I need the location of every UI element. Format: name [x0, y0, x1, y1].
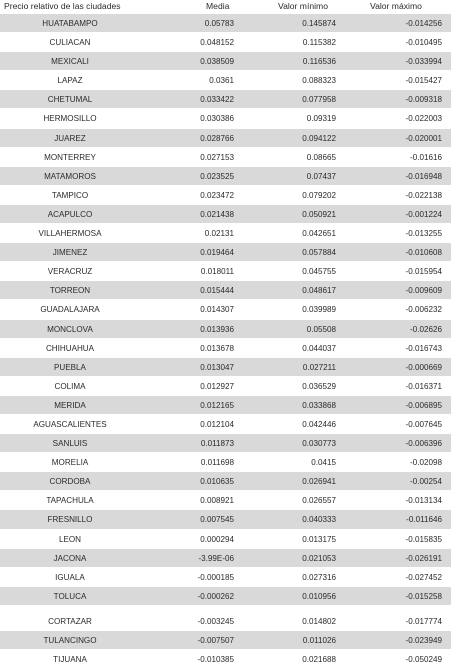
table-row [0, 14, 451, 33]
table-row [0, 453, 451, 472]
min-value-cell: 0.021053 [302, 553, 336, 563]
max-value-cell: -0.017774 [405, 616, 442, 626]
min-value-cell: 0.050921 [302, 209, 336, 219]
media-cell: -0.000262 [197, 591, 234, 601]
min-value-cell: 0.026557 [302, 496, 336, 506]
media-cell: -0.003245 [197, 616, 234, 626]
min-value-cell: 0.0415 [311, 458, 336, 468]
min-value-cell: 0.039989 [302, 305, 336, 315]
table-row [0, 167, 451, 186]
max-value-cell: -0.01616 [410, 152, 442, 162]
min-value-cell: 0.036529 [302, 381, 336, 391]
table-row [0, 109, 451, 128]
table-row [0, 186, 451, 205]
table-row [0, 549, 451, 568]
min-value-cell: 0.033868 [302, 400, 336, 410]
min-value-cell: 0.094122 [302, 133, 336, 143]
max-value-cell: -0.050249 [405, 655, 442, 665]
media-cell: 0.010635 [200, 477, 234, 487]
media-cell: 0.012104 [200, 419, 234, 429]
table-row [0, 148, 451, 167]
media-cell: -0.000185 [197, 572, 234, 582]
media-cell: 0.048152 [200, 38, 234, 48]
city-cell: CORTAZAR [48, 616, 92, 626]
table-row [0, 510, 451, 529]
max-value-cell: -0.006232 [405, 305, 442, 315]
min-value-cell: 0.030773 [302, 439, 336, 449]
min-value-cell: 0.05508 [306, 324, 336, 334]
city-cell: MATAMOROS [44, 171, 96, 181]
city-cell: JUAREZ [54, 133, 86, 143]
max-value-cell: -0.009318 [405, 95, 442, 105]
media-cell: 0.027153 [200, 152, 234, 162]
max-value-cell: -0.016948 [405, 171, 442, 181]
max-value-cell: -0.015427 [405, 76, 442, 86]
min-value-cell: 0.040333 [302, 515, 336, 525]
city-cell: CORDOBA [49, 477, 91, 487]
min-value-cell: 0.027316 [302, 572, 336, 582]
table-row [0, 205, 451, 224]
media-cell: 0.033422 [200, 95, 234, 105]
min-value-cell: 0.048617 [302, 286, 336, 296]
max-value-cell: -0.020001 [405, 133, 442, 143]
city-cell: SANLUIS [52, 439, 88, 449]
min-value-cell: 0.014802 [302, 616, 336, 626]
city-cell: COLIMA [54, 381, 86, 391]
media-cell: 0.000294 [200, 534, 234, 544]
min-value-cell: 0.010956 [302, 591, 336, 601]
max-value-cell: -0.00254 [410, 477, 442, 487]
max-value-cell: -0.007645 [405, 419, 442, 429]
city-cell: MEXICALI [51, 57, 89, 67]
max-value-cell: -0.015258 [405, 591, 442, 601]
media-cell: 0.023472 [200, 190, 234, 200]
city-cell: TAMPICO [51, 190, 89, 200]
min-value-cell: 0.027211 [302, 362, 336, 372]
table-row [0, 377, 451, 396]
min-value-cell: 0.044037 [302, 343, 336, 353]
city-cell: CULIACAN [49, 38, 91, 48]
table-row [0, 71, 451, 90]
max-value-cell: -0.014256 [405, 19, 442, 28]
media-cell: 0.007545 [200, 515, 234, 525]
media-cell: -3.99E-06 [198, 553, 234, 563]
min-value-cell: 0.042446 [302, 419, 336, 429]
min-value-cell: 0.042651 [302, 229, 336, 239]
table-row [0, 320, 451, 339]
media-cell: 0.0361 [209, 76, 234, 86]
media-cell: 0.019464 [200, 248, 234, 258]
media-cell: 0.013678 [200, 343, 234, 353]
max-value-cell: -0.027452 [405, 572, 442, 582]
media-cell: 0.028766 [200, 133, 234, 143]
city-cell: MORELIA [51, 458, 89, 468]
min-value-cell: 0.115382 [302, 38, 336, 48]
max-value-cell: -0.011646 [406, 515, 442, 525]
media-cell: 0.018011 [200, 267, 234, 277]
min-value-cell: 0.026941 [302, 477, 336, 487]
media-cell: -0.007507 [197, 636, 234, 645]
city-cell: TULANCINGO [43, 636, 97, 645]
max-value-cell: -0.013134 [405, 496, 442, 506]
max-value-cell: -0.013255 [405, 229, 442, 239]
table-row [0, 339, 451, 358]
table-row [0, 491, 451, 510]
media-cell: 0.012927 [200, 381, 234, 391]
city-cell: TIJUANA [53, 655, 87, 665]
max-value-cell: -0.016743 [405, 343, 442, 353]
min-value-cell: 0.09319 [306, 114, 336, 124]
min-value-cell: 0.145874 [302, 19, 336, 28]
media-cell: 0.013936 [200, 324, 234, 334]
table-row [0, 358, 451, 377]
table-row [0, 415, 451, 434]
city-cell: CHETUMAL [47, 95, 93, 105]
table-body [0, 14, 451, 669]
table-row [0, 530, 451, 549]
media-cell: 0.011698 [200, 458, 234, 468]
table-header [0, 0, 451, 14]
media-cell: 0.008921 [200, 496, 234, 506]
city-cell: VERACRUZ [47, 267, 93, 277]
city-cell: PUEBLA [54, 362, 86, 372]
media-cell: 0.015444 [200, 286, 234, 296]
table-row [0, 243, 451, 262]
city-cell: ACAPULCO [47, 209, 93, 219]
table-row [0, 472, 451, 491]
city-cell: TORREON [49, 286, 91, 296]
max-value-cell: -0.015954 [405, 267, 442, 277]
max-value-cell: -0.022003 [405, 114, 442, 124]
max-value-cell: -0.016371 [405, 381, 442, 391]
table-row [0, 224, 451, 243]
media-cell: 0.011873 [200, 439, 234, 449]
max-value-cell: -0.006895 [405, 400, 442, 410]
table-row [0, 568, 451, 587]
min-value-cell: 0.079202 [302, 190, 336, 200]
media-cell: -0.010385 [197, 655, 234, 665]
media-cell: 0.013047 [200, 362, 234, 372]
city-cell: TAPACHULA [46, 496, 94, 506]
city-cell: JIMENEZ [52, 248, 88, 258]
table-row [0, 396, 451, 415]
max-value-cell: -0.009609 [405, 286, 442, 296]
city-cell: TOLUCA [53, 591, 87, 601]
min-value-cell: 0.045755 [302, 267, 336, 277]
city-cell: JACONA [53, 553, 87, 563]
max-value-cell: -0.006396 [405, 439, 442, 449]
city-cell: HUATABAMPO [42, 19, 98, 28]
media-cell: 0.02131 [204, 229, 234, 239]
min-value-cell: 0.011026 [302, 636, 336, 645]
max-value-cell: -0.022138 [405, 190, 442, 200]
city-cell: GUADALAJARA [40, 305, 100, 315]
min-value-cell: 0.088323 [302, 76, 336, 86]
table-row [0, 650, 451, 669]
media-cell: 0.014307 [200, 305, 234, 315]
max-value-cell: -0.001224 [405, 209, 442, 219]
media-cell: 0.030386 [200, 114, 234, 124]
max-value-cell: -0.023949 [405, 636, 442, 645]
table-row [0, 281, 451, 300]
city-cell: MONTERREY [44, 152, 96, 162]
table-row [0, 434, 451, 453]
city-cell: LEON [58, 534, 82, 544]
city-cell: CHIHUAHUA [45, 343, 95, 353]
max-value-cell: -0.026191 [405, 553, 442, 563]
table-row [0, 90, 451, 109]
min-value-cell: 0.057884 [302, 248, 336, 258]
table-row [0, 52, 451, 71]
media-cell: 0.038509 [200, 57, 234, 67]
min-value-cell: 0.021688 [302, 655, 336, 665]
min-value-cell: 0.08665 [306, 152, 336, 162]
table-row [0, 129, 451, 148]
city-cell: IGUALA [55, 572, 85, 582]
table-row [0, 33, 451, 52]
table-row [0, 587, 451, 606]
header-max: Valor máximo [370, 1, 422, 11]
min-value-cell: 0.013175 [302, 534, 336, 544]
city-cell: HERMOSILLO [43, 114, 97, 124]
table-row [0, 631, 451, 650]
city-cell: MONCLOVA [47, 324, 93, 334]
min-value-cell: 0.116536 [302, 57, 336, 67]
city-cell: MERIDA [54, 400, 86, 410]
min-value-cell: 0.07437 [306, 171, 336, 181]
header-city: Precio relativo de las ciudades [4, 1, 121, 11]
max-value-cell: -0.010608 [405, 248, 442, 258]
media-cell: 0.021438 [200, 209, 234, 219]
media-cell: 0.05783 [204, 19, 234, 28]
city-cell: VILLAHERMOSA [38, 229, 102, 239]
table-row [0, 262, 451, 281]
city-cell: FRESNILLO [47, 515, 93, 525]
max-value-cell: -0.02626 [410, 324, 442, 334]
max-value-cell: -0.033994 [405, 57, 442, 67]
header-media: Media [206, 1, 230, 11]
table-row [0, 300, 451, 319]
max-value-cell: -0.02098 [410, 458, 442, 468]
city-cell: AGUASCALIENTES [33, 419, 107, 429]
header-min: Valor mínimo [278, 1, 328, 11]
table-row [0, 612, 451, 631]
max-value-cell: -0.000669 [405, 362, 442, 372]
max-value-cell: -0.010495 [405, 38, 442, 48]
min-value-cell: 0.077958 [302, 95, 336, 105]
max-value-cell: -0.015835 [405, 534, 442, 544]
media-cell: 0.012165 [200, 400, 234, 410]
city-cell: LAPAZ [57, 76, 83, 86]
media-cell: 0.023525 [200, 171, 234, 181]
